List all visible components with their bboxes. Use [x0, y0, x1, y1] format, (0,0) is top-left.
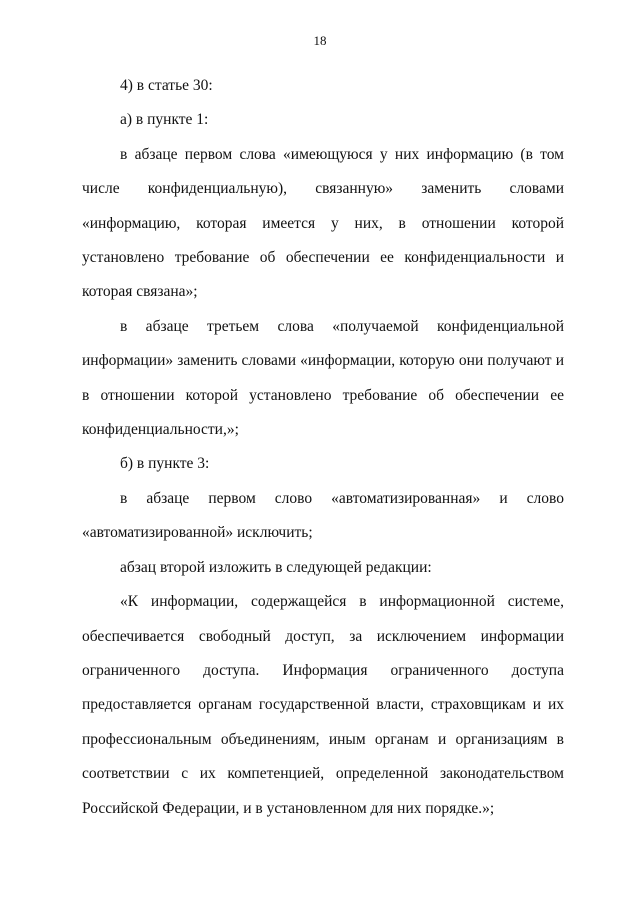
paragraph-remove-word: в абзаце первом слово «автоматизированная» и слово «автоматизированной» исключить;	[82, 489, 564, 542]
page-number: 18	[313, 33, 327, 48]
paragraph-new-text: «К информации, содержащейся в информационной системе, обеспечивается свободный доступ, за исключением информации ограниченного доступа. Информация ограниченного доступа предоставляется органам государственной власти, страховщикам и их профессиональным объединениям, иным органам и организациям в соответствии с их компетенцией, определенной законодательством Российской Федерации, и в установленном для них порядке.»;	[82, 593, 564, 817]
paragraph-point-1: а) в пункте 1:	[120, 111, 209, 129]
paragraph-first-abzats: в абзаце первом слова «имеющуюся у них информацию (в том числе конфиденциальную), связанную» заменить словами «информацию, которая имеется у них, в отношении которой установлено требование об обеспечении ее конфиденциальности и которая связана»;	[82, 145, 564, 301]
paragraph-second-abzats-intro: абзац второй изложить в следующей редакции:	[120, 558, 432, 576]
paragraph-third-abzats: в абзаце третьем слова «получаемой конфиденциальной информации» заменить словами «информации, которую они получают и в отношении которой установлено требование об обеспечении ее конфиденциальности,»;	[82, 317, 564, 439]
paragraph-point-3: б) в пункте 3:	[120, 455, 210, 473]
document-body	[82, 69, 564, 826]
paragraph-article-30: 4) в статье 30:	[120, 77, 213, 94]
